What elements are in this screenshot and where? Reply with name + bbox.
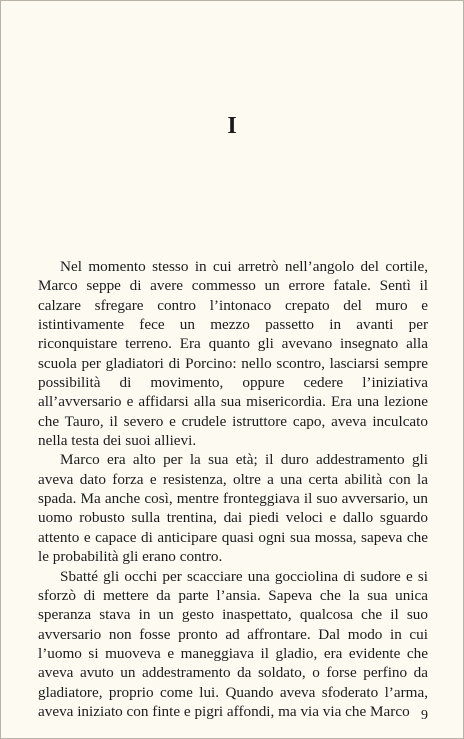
- paragraph: Sbatté gli occhi per scacciare una gocciolina di sudore e si sforzò di mettere da parte l’ansia. Sapeva che la sua unica speranza stava in un gesto inaspettato, qualcosa che il suo avversario non fosse pronto ad affrontare. Dal modo in cui l’uomo si muoveva e maneggiava il gladio, era evidente che aveva avuto un addestramento da soldato, o forse perfino da gladiatore, proprio come lui. Quando aveva sfoderato l’arma, aveva iniziato con finte e pigri affondi, ma via via che Marco: [38, 567, 428, 720]
- paragraph: Nel momento stesso in cui arretrò nell’angolo del cortile, Marco seppe di avere commesso un errore fatale. Sentì il calzare sfregare contro l’intonaco crepato del muro e istintivamente fece un mezzo passetto in avanti per riconquistare terreno. Era quanto gli avevano insegnato alla scuola per gladiatori di Porcino: nello scontro, lasciarsi sempre possibilità di movimento, oppure cedere l’iniziativa all’avversario e affidarsi alla sua misericordia. Era una lezione che Tauro, il severo e crudele istruttore capo, aveva inculcato nella testa dei suoi allievi.: [38, 258, 428, 450]
- chapter-body: [38, 257, 428, 721]
- page-number: 9: [421, 708, 428, 723]
- paragraph: Marco era alto per la sua età; il duro addestramento gli aveva dato forza e resistenza, oltre a una certa abilità con la spada. Ma anche così, mentre fronteggiava il suo avversario, un uomo robusto sulla trentina, dai piedi veloci e dallo sguardo attento e capace di anticipare quasi ogni sua mossa, sapeva che le probabilità gli erano contro.: [38, 451, 428, 566]
- chapter-title: I: [227, 113, 237, 139]
